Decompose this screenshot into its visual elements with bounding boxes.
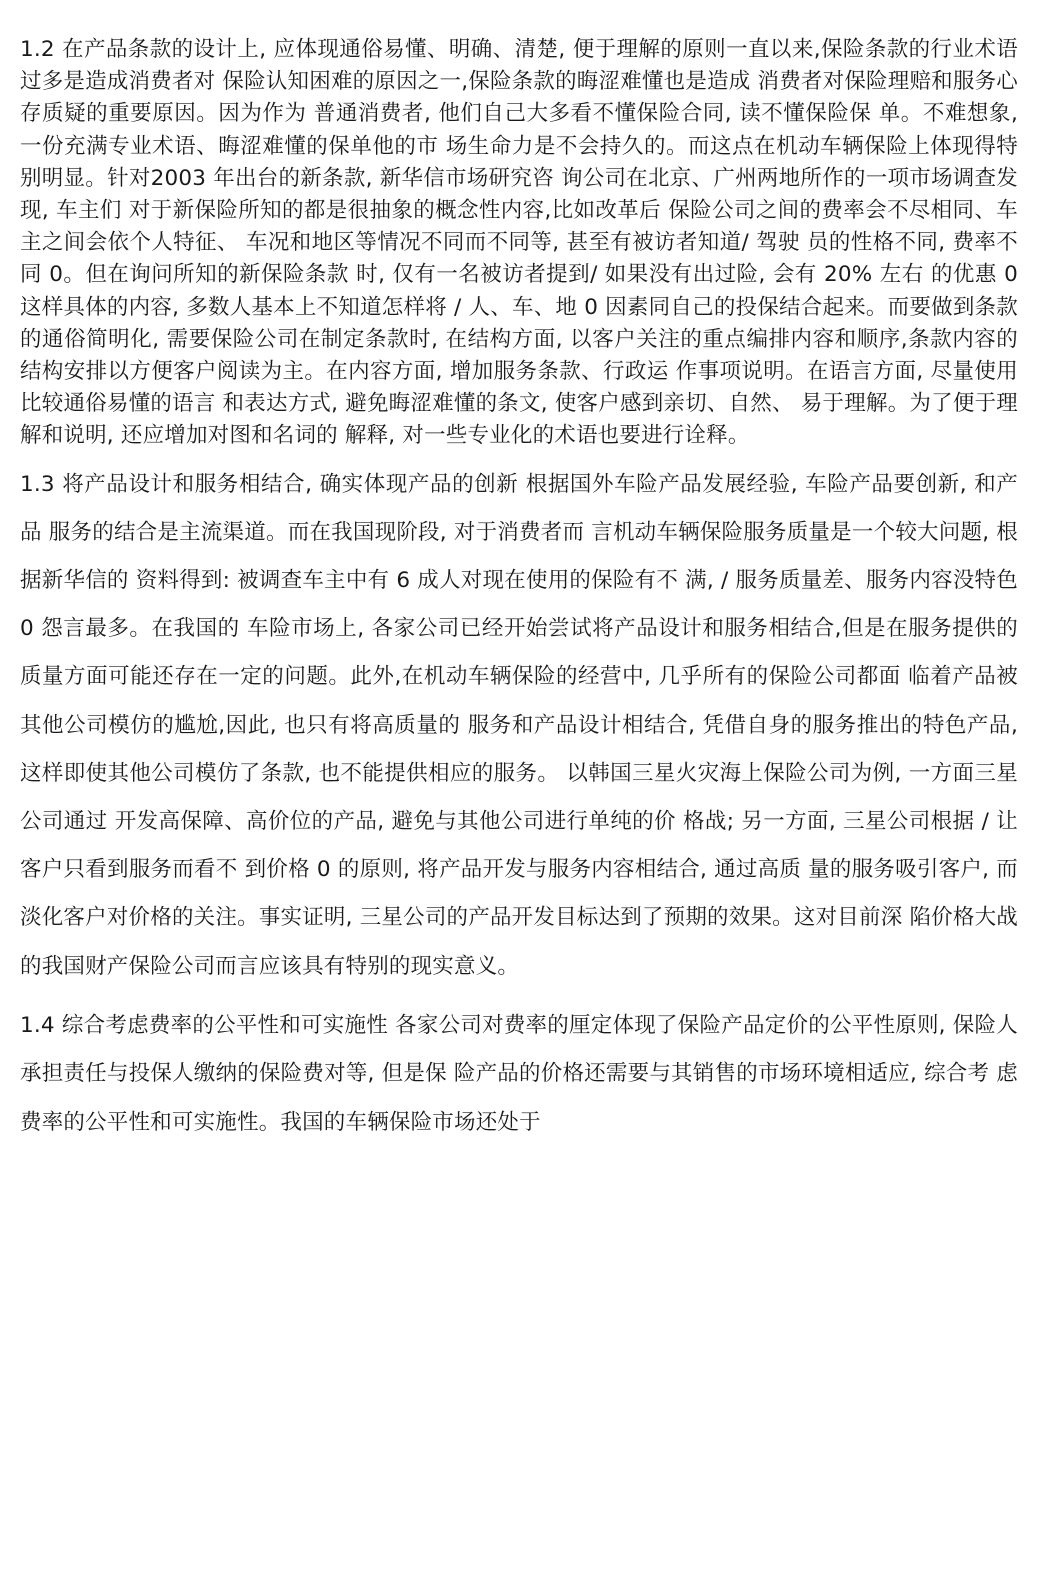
document-body [20, 34, 1018, 1147]
paragraph-1-2: 1.2 在产品条款的设计上, 应体现通俗易懂、明确、清楚, 便于理解的原则一直以来,保险条款的行业术语过多是造成消费者对 保险认知困难的原因之一,保险条款的晦涩难懂也是造成 消费者对保险理赔和服务心存质疑的重要原因。因为作为 普通消费者, 他们自己大多看不懂保险合同, 读不懂保险保 单。不难想象, 一份充满专业术语、晦涩难懂的保单他的市 场生命力是不会持久的。而这点在机动车辆保险上体现得特别明显。针对2003 年出台的新条款, 新华信市场研究咨 询公司在北京、广州两地所作的一项市场调查发现, 车主们 对于新保险所知的都是很抽象的概念性内容,比如改革后 保险公司之间的费率会不尽相同、车主之间会依个人特征、 车况和地区等情况不同而不同等, 甚至有被访者知道/ 驾驶 员的性格不同, 费率不同 0。但在询问所知的新保险条款 时, 仅有一名被访者提到/ 如果没有出过险, 会有 20% 左右 的优惠 0 这样具体的内容, 多数人基本上不知道怎样将 / 人、车、地 0 因素同自己的投保结合起来。而要做到条款 的通俗简明化, 需要保险公司在制定条款时, 在结构方面, 以客户关注的重点编排内容和顺序,条款内容的结构安排以方便客户阅读为主。在内容方面, 增加服务条款、行政运 作事项说明。在语言方面, 尽量使用比较通俗易懂的语言 和表达方式, 避免晦涩难懂的条文, 使客户感到亲切、自然、 易于理解。为了便于理解和说明, 还应增加对图和名词的 解释, 对一些专业化的术语也要进行诠释。 [20, 37, 1018, 449]
paragraph-1-3: 1.3 将产品设计和服务相结合, 确实体现产品的创新 根据国外车险产品发展经验, 车险产品要创新, 和产品 服务的结合是主流渠道。而在我国现阶段, 对于消费者而 言机动车辆保险服务质量是一个较大问题, 根据新华信的 资料得到: 被调查车主中有 6 成人对现在使用的保险有不 满, / 服务质量差、服务内容没特色 0 怨言最多。在我国的 车险市场上, 各家公司已经开始尝试将产品设计和服务相结合,但是在服务提供的质量方面可能还存在一定的问题。此外,在机动车辆保险的经营中, 几乎所有的保险公司都面 临着产品被其他公司模仿的尴尬,因此, 也只有将高质量的 服务和产品设计相结合, 凭借自身的服务推出的特色产品, 这样即使其他公司模仿了条款, 也不能提供相应的服务。 以韩国三星火灾海上保险公司为例, 一方面三星公司通过 开发高保障、高价位的产品, 避免与其他公司进行单纯的价 格战; 另一方面, 三星公司根据 / 让客户只看到服务而看不 到价格 0 的原则, 将产品开发与服务内容相结合, 通过高质 量的服务吸引客户, 而淡化客户对价格的关注。事实证明, 三星公司的产品开发目标达到了预期的效果。这对目前深 陷价格大战的我国财产保险公司而言应该具有特别的现实意义。 [20, 471, 1018, 979]
paragraph-1-4: 1.4 综合考虑费率的公平性和可实施性 各家公司对费率的厘定体现了保险产品定价的公平性原则, 保险人承担责任与投保人缴纳的保险费对等, 但是保 险产品的价格还需要与其销售的市场环境相适应, 综合考 虑费率的公平性和可实施性。我国的车辆保险市场还处于 [20, 1012, 1018, 1135]
